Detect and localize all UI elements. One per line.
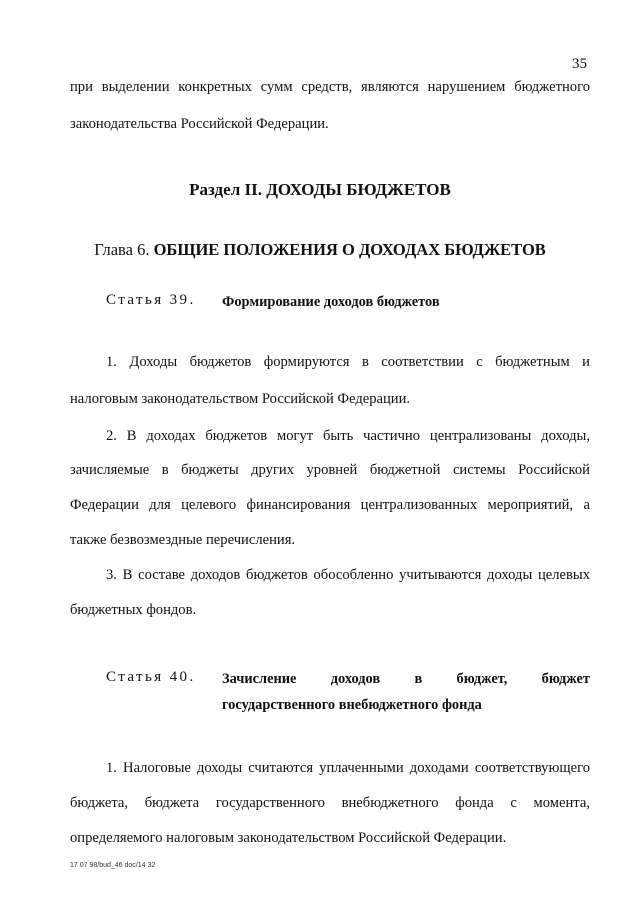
article-40-line: определяемого налоговым законодательством Российской Федерации. <box>70 830 507 846</box>
article-39-title: Формирование доходов бюджетов <box>222 294 440 310</box>
article-39-label: Статья 39. <box>106 292 196 308</box>
footer-file-reference: 17 07 98/bud_46 doc/14 32 <box>70 862 156 869</box>
article-39-line: также безвозмездные перечисления. <box>70 532 296 548</box>
intro-line-2: законодательства Российской Федерации. <box>70 116 329 132</box>
article-40-line: 1. Налоговые доходы считаются уплаченными доходами соответствующего <box>106 760 590 776</box>
chapter-prefix: Глава 6. <box>94 240 150 259</box>
article-39-line: 2. В доходах бюджетов могут быть частично централизованы доходы, <box>106 428 590 444</box>
article-39-line: Федерации для целевого финансирования централизованных мероприятий, а <box>70 497 590 513</box>
article-40-line: бюджета, бюджета государственного внебюджетного фонда с момента, <box>70 795 590 811</box>
chapter-title: ОБЩИЕ ПОЛОЖЕНИЯ О ДОХОДАХ БЮДЖЕТОВ <box>153 240 546 259</box>
article-39-line: 3. В составе доходов бюджетов обособленно учитываются доходы целевых <box>106 567 590 583</box>
chapter-heading <box>0 240 640 260</box>
article-39-line: 1. Доходы бюджетов формируются в соответствии с бюджетным и <box>106 354 590 370</box>
article-40-label: Статья 40. <box>106 669 196 685</box>
article-39-line: налоговым законодательством Российской Федерации. <box>70 391 411 407</box>
article-40-title-line-2: государственного внебюджетного фонда <box>222 697 482 713</box>
article-40-title-line-1: Зачисление доходов в бюджет, бюджет <box>222 671 590 687</box>
intro-line-1: при выделении конкретных сумм средств, являются нарушением бюджетного <box>70 79 590 95</box>
article-39-line: зачисляемые в бюджеты других уровней бюджетной системы Российской <box>70 462 590 478</box>
article-39-line: бюджетных фондов. <box>70 602 197 618</box>
page-number: 35 <box>572 56 587 72</box>
section-title: Раздел II. ДОХОДЫ БЮДЖЕТОВ <box>189 180 451 199</box>
